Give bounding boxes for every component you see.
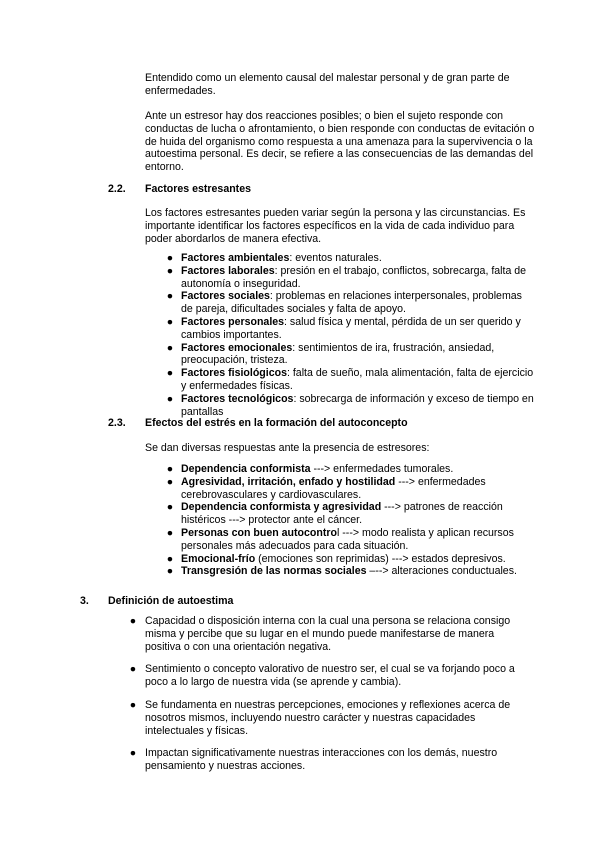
response-term: Emocional-frío xyxy=(181,552,256,565)
factor-description: : eventos naturales. xyxy=(289,252,382,264)
list-item xyxy=(165,342,535,368)
definition-text: Capacidad o disposición interna con la cual una persona se relaciona consigo misma y percibe que su lugar en el mundo puede manifestarse de manera positiva o con una orientación negativa. xyxy=(145,615,511,653)
bullet-icon: ● xyxy=(166,252,174,264)
list-item xyxy=(128,615,533,653)
stress-factors-list xyxy=(165,252,535,418)
factor-term: Factores personales xyxy=(181,315,285,328)
factor-description: : sentimientos de ira, frustración, ansiedad, preocupación, tristeza. xyxy=(181,341,495,367)
bullet-icon: ● xyxy=(129,663,137,676)
response-description: (emociones son reprimidas) ---> estados depresivos. xyxy=(255,552,506,565)
definition-text: Sentimiento o concepto valorativo de nuestro ser, el cual se va forjando poco a poco a lo largo de nuestra vida (se aprende y cambia). xyxy=(145,663,515,689)
response-description: l ---> modo realista y aplican recursos personales más adecuados para cada situación. xyxy=(181,526,514,552)
self-esteem-definition-list xyxy=(128,615,533,783)
factor-term: Factores laborales xyxy=(181,264,275,277)
list-item xyxy=(165,501,535,527)
list-item xyxy=(165,290,535,316)
response-description: ---> enfermedades tumorales. xyxy=(310,463,454,475)
section-3-title: Definición de autoestima xyxy=(108,595,234,607)
factor-description: : presión en el trabajo, conflictos, sobrecarga, falta de autonomía o inseguridad. xyxy=(181,264,527,290)
definition-text: Impactan significativamente nuestras interacciones con los demás, nuestro pensamiento y nuestras acciones. xyxy=(145,747,498,773)
section-3-number: 3. xyxy=(80,595,89,607)
bullet-icon: ● xyxy=(129,698,137,711)
factor-term: Factores emocionales xyxy=(181,341,293,354)
section-2-2-intro: Los factores estresantes pueden variar según la persona y las circunstancias. Es importante identificar los factores específicos en la vida de cada individuo para poder abordarlos de manera efectiva. xyxy=(145,207,526,245)
bullet-icon: ● xyxy=(129,747,137,760)
list-item xyxy=(165,553,535,566)
intro-paragraph-2: Ante un estresor hay dos reacciones posibles; o bien el sujeto responde con conductas de lucha o afrontamiento, o bien responde con conductas de evitación o de huida del organismo como respuesta a una amenaza para la supervivencia o la autoestima personal. Es decir, se refiere a las consecuencias de las demandas del entorno. xyxy=(145,110,535,174)
response-description: –--> alteraciones conductuales. xyxy=(366,565,517,578)
bullet-icon: ● xyxy=(166,475,174,488)
bullet-icon: ● xyxy=(166,552,174,565)
response-term: Transgresión de las normas sociales xyxy=(181,565,367,578)
list-item xyxy=(165,565,535,578)
bullet-icon: ● xyxy=(166,501,174,514)
response-term: Dependencia conformista xyxy=(181,463,311,475)
stress-responses-list xyxy=(165,463,535,578)
factor-term: Factores ambientales xyxy=(181,252,290,264)
list-item xyxy=(165,252,535,265)
bullet-icon: ● xyxy=(166,290,174,303)
bullet-icon: ● xyxy=(166,463,174,475)
intro-paragraph-1: Entendido como un elemento causal del malestar personal y de gran parte de enfermedades. xyxy=(145,72,510,97)
factor-description: : problemas en relaciones interpersonales, problemas de pareja, dificultades sociales y falta de apoyo. xyxy=(181,290,522,316)
list-item xyxy=(128,747,533,773)
bullet-icon: ● xyxy=(166,367,174,380)
bullet-icon: ● xyxy=(166,341,174,354)
factor-term: Factores sociales xyxy=(181,290,270,303)
list-item xyxy=(128,663,533,689)
factor-term: Factores tecnológicos xyxy=(181,392,294,405)
bullet-icon: ● xyxy=(166,526,174,539)
list-item xyxy=(165,393,535,419)
list-item xyxy=(165,367,535,393)
factor-description: : salud física y mental, pérdida de un ser querido y cambios importantes. xyxy=(181,315,521,341)
bullet-icon: ● xyxy=(166,565,174,578)
response-description: ---> enfermedades cerebrovasculares y cardiovasculares. xyxy=(181,475,486,501)
section-2-2-number: 2.2. xyxy=(108,183,126,195)
list-item xyxy=(165,463,535,476)
response-term: Agresividad, irritación, enfado y hostilidad xyxy=(181,475,396,488)
section-2-2-title: Factores estresantes xyxy=(145,183,251,195)
bullet-icon: ● xyxy=(166,392,174,405)
section-2-3-intro: Se dan diversas respuestas ante la presencia de estresores: xyxy=(145,442,430,454)
bullet-icon: ● xyxy=(166,315,174,328)
factor-description: : falta de sueño, mala alimentación, falta de ejercicio y enfermedades físicas. xyxy=(181,367,534,392)
response-description: ---> patrones de reacción histéricos ---> protector ante el cáncer. xyxy=(181,501,503,527)
list-item xyxy=(165,265,535,291)
factor-term: Factores fisiológicos xyxy=(181,367,287,380)
section-2-3-title: Efectos del estrés en la formación del autoconcepto xyxy=(145,417,408,429)
definition-text: Se fundamenta en nuestras percepciones, emociones y reflexiones acerca de nosotros mismos, incluyendo nuestro carácter y nuestras capacidades intelectuales y físicas. xyxy=(145,698,511,737)
list-item xyxy=(165,527,535,553)
section-2-3-number: 2.3. xyxy=(108,417,126,429)
list-item xyxy=(165,476,535,502)
list-item xyxy=(165,316,535,342)
response-term: Personas con buen autocontro xyxy=(181,526,337,539)
bullet-icon: ● xyxy=(166,264,174,277)
factor-description: : sobrecarga de información y exceso de tiempo en pantallas xyxy=(181,392,534,418)
bullet-icon: ● xyxy=(129,615,137,627)
list-item xyxy=(128,699,533,737)
response-term: Dependencia conformista y agresividad xyxy=(181,501,382,514)
